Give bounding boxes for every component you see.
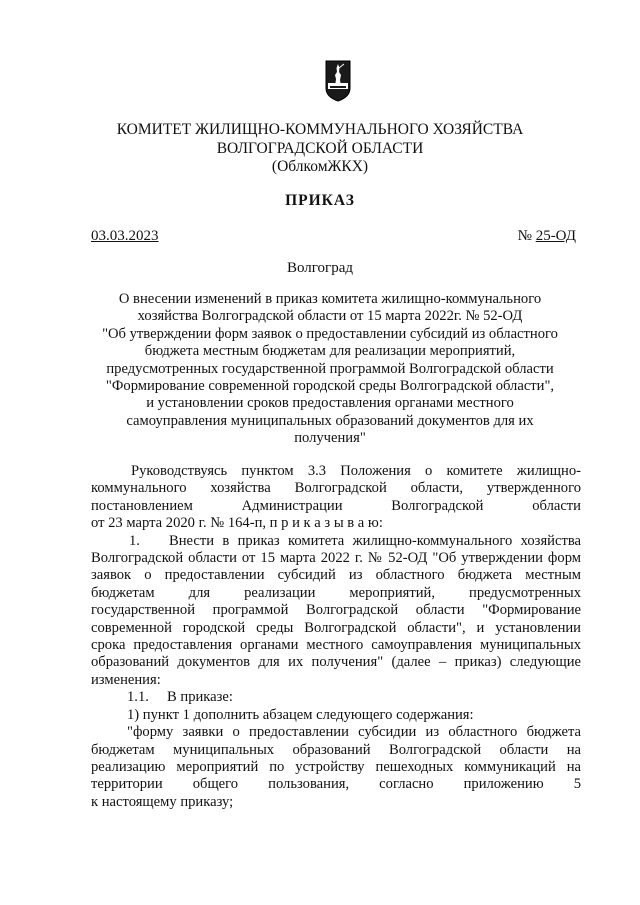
header-line-1: КОМИТЕТ ЖИЛИЩНО-КОММУНАЛЬНОГО ХОЗЯЙСТВА bbox=[116, 121, 524, 138]
body-line: постановлением Администрации Волгоградской области bbox=[91, 497, 581, 514]
header-line-3: (ОблкомЖКХ) bbox=[271, 158, 369, 175]
body-line-text: В приказе: bbox=[167, 689, 233, 706]
city: Волгоград bbox=[286, 260, 353, 276]
body-line: изменения: bbox=[91, 671, 161, 688]
body-line: от 23 марта 2020 г. № 164-п, п р и к а з ы в а ю: bbox=[91, 515, 383, 532]
title-line: "Об утверждении форм заявок о предоставлении субсидий из областного bbox=[102, 325, 558, 342]
body-line: коммунального хозяйства Волгоградской области, утвержденного bbox=[91, 480, 581, 497]
body-line: реализацию мероприятий по устройству пешеходных коммуникаций на bbox=[91, 758, 581, 775]
body-line: территории общего пользования, согласно приложению 5 bbox=[91, 776, 581, 793]
body-line: к настоящему приказу; bbox=[91, 793, 234, 810]
document-number bbox=[518, 228, 576, 245]
body-line: бюджетам для реализации мероприятий, предусмотренных bbox=[91, 584, 581, 601]
title-line: "Формирование современной городской среды Волгоградской области", bbox=[105, 378, 555, 395]
body-line: Волгоградской области от 15 марта 2022 г. № 52-ОД "Об утверждении форм bbox=[91, 550, 581, 567]
title-line: самоуправления муниципальных образований документов для их bbox=[126, 412, 534, 429]
body-line: 1) пункт 1 дополнить абзацем следующего содержания: bbox=[127, 706, 474, 723]
document-body bbox=[91, 463, 581, 811]
title-line: бюджета местным бюджетам для реализации мероприятий, bbox=[144, 343, 516, 360]
volgograd-emblem-icon bbox=[325, 60, 351, 102]
body-line-text: Внести в приказ комитета жилищно-коммунального хозяйства bbox=[169, 532, 581, 549]
body-line: срока предоставления органами местного самоуправления муниципальных bbox=[91, 637, 581, 654]
item-number: 1.1. bbox=[127, 689, 149, 706]
body-line bbox=[91, 533, 581, 550]
title-line: О внесении изменений в приказ комитета жилищно-коммунального bbox=[118, 291, 542, 307]
number-prefix: № bbox=[517, 228, 536, 244]
title-line: получения" bbox=[294, 430, 366, 447]
body-line: бюджетам муниципальных образований Волгоградской области на bbox=[91, 741, 581, 758]
header-line-2: ВОЛГОГРАДСКОЙ ОБЛАСТИ bbox=[216, 139, 424, 157]
body-line: образований документов для их получения" (далее – приказ) следующие bbox=[91, 654, 581, 671]
item-number: 1. bbox=[129, 532, 140, 549]
body-line: заявок о предоставлении субсидий из областного бюджета местным bbox=[91, 567, 581, 584]
document-title bbox=[80, 291, 580, 448]
body-line bbox=[91, 689, 581, 706]
document-date: 03.03.2023 bbox=[91, 228, 159, 244]
body-line: "форму заявки о предоставлении субсидии из областного бюджета bbox=[127, 724, 581, 741]
body-line: государственной программой Волгоградской области "Формирование bbox=[91, 602, 581, 619]
number-value: 25-ОД bbox=[535, 228, 576, 244]
document-type: ПРИКАЗ bbox=[285, 192, 355, 209]
title-line: хозяйства Волгоградской области от 15 марта 2022г. № 52-ОД bbox=[137, 308, 523, 325]
title-line: предусмотренных государственной программой Волгоградской области bbox=[106, 360, 554, 377]
organization-header bbox=[0, 121, 640, 177]
body-line: Руководствуясь пунктом 3.3 Положения о комитете жилищно- bbox=[131, 463, 581, 479]
body-line: современной городской среды Волгоградской области", и установлении bbox=[91, 619, 581, 636]
title-line: и установлении сроков предоставления органами местного bbox=[146, 395, 514, 412]
